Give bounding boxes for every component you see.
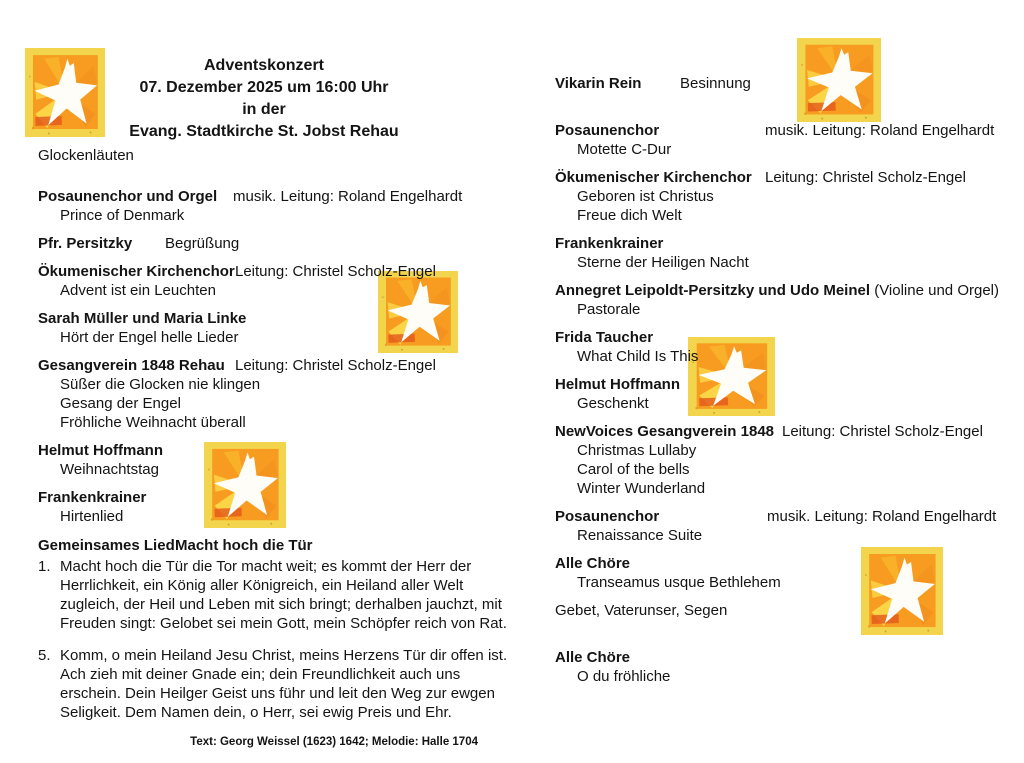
concert-title-block (38, 55, 490, 143)
performer-name: Frankenkrainer (555, 235, 664, 252)
performer-name: Ökumenischer Kirchenchor (555, 169, 752, 186)
song-title: Freue dich Welt (577, 207, 682, 224)
program-entry (555, 234, 1024, 272)
performer-name: Sarah Müller und Maria Linke (38, 310, 247, 327)
performer-name: Frida Taucher (555, 329, 654, 346)
performer-role: Begrüßung (165, 235, 240, 252)
performer-name: Ökumenischer Kirchenchor (38, 263, 235, 280)
hymn-title: Macht hoch die Tür (175, 537, 313, 554)
hymn-label: Gemeinsames Lied (38, 537, 175, 554)
program-entry (555, 281, 1024, 319)
verse-line: Ach zieh mit deiner Gnade ein; dein Freundlichkeit auch uns (60, 666, 461, 683)
concert-location: Evang. Stadtkirche St. Jobst Rehau (129, 123, 399, 140)
performer-name: Helmut Hoffmann (555, 376, 680, 393)
song-title: O du fröhliche (577, 668, 671, 685)
verse-line: Komm, o mein Heiland Jesu Christ, meins Herzens Tür dir offen ist. (60, 647, 508, 664)
song-title: Winter Wunderland (577, 480, 706, 497)
performer-instruments: (Violine und Orgel) (870, 282, 999, 299)
song-title: Geboren ist Christus (577, 188, 714, 205)
verse-line: Herrlichkeit, ein König aller Königreich, ein Heiland aller Welt (60, 577, 464, 594)
program-column-right (555, 74, 1024, 695)
program-entry (555, 328, 1024, 366)
song-title: Hirtenlied (60, 508, 124, 525)
program-entry (38, 262, 490, 300)
performer-role: Leitung: Christel Scholz-Engel (782, 423, 983, 440)
program-entry (555, 507, 1024, 545)
concert-datetime: 07. Dezember 2025 um 16:00 Uhr (139, 79, 389, 96)
performer-role: Besinnung (680, 75, 751, 92)
performer-name: Annegret Leipoldt-Persitzky und Udo Meinel (555, 282, 871, 299)
performer-name: Helmut Hoffmann (38, 442, 163, 459)
verse-line: Freuden singt: Gelobet sei mein Gott, mein Schöpfer reich von Rat. (60, 615, 507, 632)
hymn-verse (38, 557, 507, 633)
performer-role: musik. Leitung: Roland Engelhardt (233, 188, 463, 205)
verse-line: Seligkeit. Dem Namen dein, o Herr, sei ewig Preis und Ehr. (60, 704, 452, 721)
performer-role: musik. Leitung: Roland Engelhardt (765, 122, 995, 139)
song-title: Transeamus usque Bethlehem (577, 574, 781, 591)
program-entry (38, 441, 490, 479)
song-title: Sterne der Heiligen Nacht (577, 254, 749, 271)
verse-number: 5. (38, 647, 51, 664)
program-entry (555, 648, 1024, 686)
song-title: Fröhliche Weihnacht überall (60, 414, 246, 431)
verse-line: erschein. Dein Heilger Geist uns führ und leit den Weg zur ewgen (60, 685, 495, 702)
program-entry (555, 74, 1024, 93)
program-entry (555, 422, 1024, 498)
song-title: Weihnachtstag (60, 461, 159, 478)
song-title: Christmas Lullaby (577, 442, 697, 459)
verse-line: Macht hoch die Tür die Tor macht weit; es kommt der Herr der (60, 558, 472, 575)
performer-name: Frankenkrainer (38, 489, 147, 506)
program-entry (38, 234, 490, 253)
song-title: Motette C-Dur (577, 141, 672, 158)
hymn-header (38, 536, 490, 555)
performer-role: Leitung: Christel Scholz-Engel (765, 169, 966, 186)
song-title: Advent ist ein Leuchten (60, 282, 216, 299)
program-entry (38, 488, 490, 526)
song-title: Renaissance Suite (577, 527, 703, 544)
program-entry (555, 168, 1024, 225)
song-title: Prince of Denmark (60, 207, 185, 224)
song-title: Pastorale (577, 301, 641, 318)
program-entry (38, 187, 490, 225)
concert-title: Adventskonzert (203, 57, 325, 74)
performer-name: NewVoices Gesangverein 1848 (555, 423, 775, 440)
song-title: Gesang der Engel (60, 395, 181, 412)
program-entry (555, 554, 1024, 592)
program-item-closing: Gebet, Vaterunser, Segen (555, 602, 728, 619)
song-title: Carol of the bells (577, 461, 690, 478)
hymn-credit: Text: Georg Weissel (1623) 1642; Melodie: Halle 1704 (190, 736, 478, 748)
program-entry (555, 121, 1024, 159)
performer-role: musik. Leitung: Roland Engelhardt (767, 508, 997, 525)
performer-name: Posaunenchor und Orgel (38, 188, 218, 205)
song-title: Süßer die Glocken nie klingen (60, 376, 261, 393)
performer-name: Vikarin Rein (555, 75, 642, 92)
performer-role: Leitung: Christel Scholz-Engel (235, 263, 436, 280)
verse-line: zugleich, der Heil und Leben mit sich bringt; derhalben jauchzt, mit (60, 596, 502, 613)
verse-number: 1. (38, 558, 51, 575)
performer-name: Pfr. Persitzky (38, 235, 133, 252)
performer-name: Alle Chöre (555, 649, 631, 666)
program-entry (38, 309, 490, 347)
performer-name: Alle Chöre (555, 555, 631, 572)
program-entry (555, 375, 1024, 413)
program-column-left (38, 55, 508, 749)
concert-location-prefix: in der (242, 101, 286, 118)
performer-name: Gesangverein 1848 Rehau (38, 357, 225, 374)
song-title: What Child Is This (577, 348, 699, 365)
program-item-intro: Glockenläuten (38, 147, 134, 164)
song-title: Hört der Engel helle Lieder (60, 329, 239, 346)
hymn-verse (38, 646, 508, 722)
performer-role: Leitung: Christel Scholz-Engel (235, 357, 436, 374)
performer-name: Posaunenchor (555, 122, 660, 139)
song-title: Geschenkt (577, 395, 649, 412)
performer-name: Posaunenchor (555, 508, 660, 525)
program-entry (38, 356, 490, 432)
